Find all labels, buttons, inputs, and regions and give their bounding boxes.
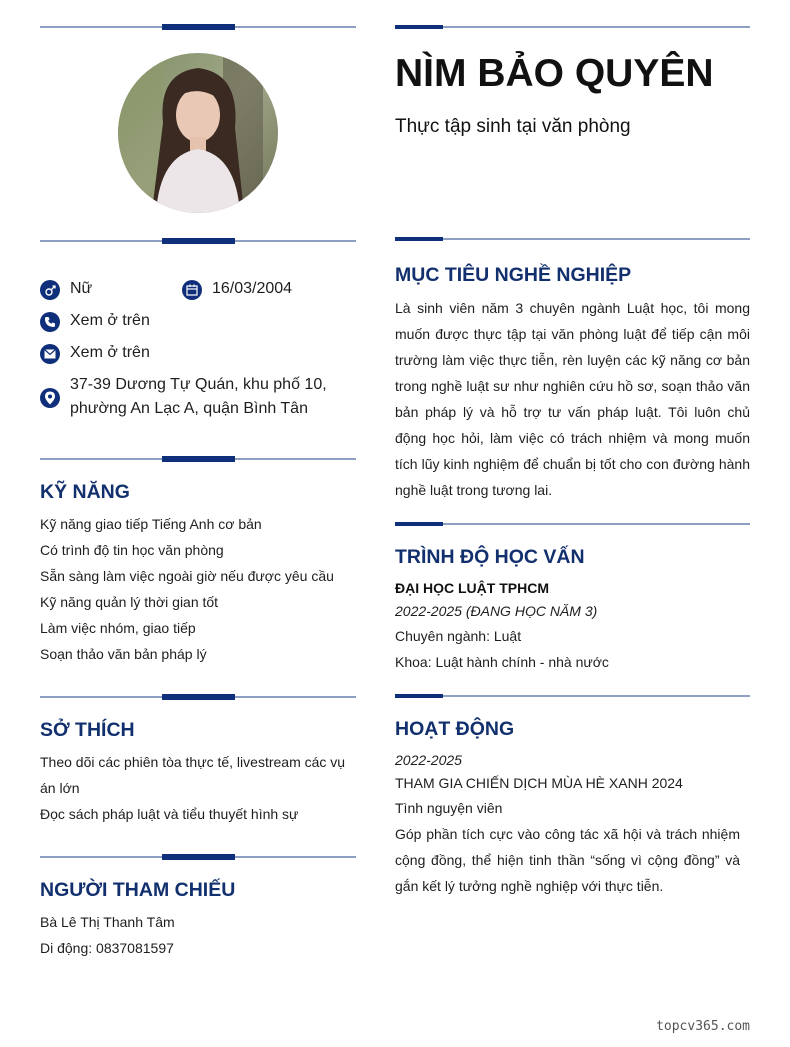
email-icon xyxy=(40,344,60,364)
email-text: Xem ở trên xyxy=(70,344,150,361)
phone-text: Xem ở trên xyxy=(70,312,150,329)
skill-item: Có trình độ tin học văn phòng xyxy=(40,542,224,558)
dob-text: 16/03/2004 xyxy=(212,280,293,297)
education-school: ĐẠI HỌC LUẬT TPHCM xyxy=(395,580,549,596)
activity-period: 2022-2025 xyxy=(395,752,462,768)
left-divider-hobbies xyxy=(40,696,356,699)
hobby-item-2: Đọc sách pháp luật và tiểu thuyết hình sự xyxy=(40,806,299,822)
phone-icon xyxy=(40,312,60,332)
profile-photo xyxy=(118,53,278,213)
objective-text: Là sinh viên năm 3 chuyên ngành Luật học, tôi mong muốn được thực tập tại văn phòng luật để tiếp cận môi trường làm việc thực tiễn, rèn luyện các kỹ năng cơ bản trong nghề luật sư như nghiên cứu hồ sơ, soạn thảo văn bản pháp lý và hỗ trợ tư vấn pháp luật. Tôi luôn chủ động học hỏi, làm việc có trách nhiệm và mong muốn tích lũy kinh nghiệm để chuẩn bị tốt cho con đường hành nghề luật trong tương lai. xyxy=(395,300,750,498)
right-divider-activities xyxy=(395,695,750,698)
left-top-divider xyxy=(40,26,356,29)
right-divider-education xyxy=(395,523,750,526)
reference-name: Bà Lê Thị Thanh Tâm xyxy=(40,914,175,930)
skills-title: KỸ NĂNG xyxy=(40,481,130,503)
right-top-divider xyxy=(395,26,750,29)
location-icon xyxy=(40,388,60,408)
gender-text: Nữ xyxy=(70,280,93,297)
skill-item: Soạn thảo văn bản pháp lý xyxy=(40,646,207,662)
skill-item: Làm việc nhóm, giao tiếp xyxy=(40,620,196,636)
education-period: 2022-2025 (ĐANG HỌC NĂM 3) xyxy=(395,603,598,619)
hobby-item-1-line-2: án lớn xyxy=(40,780,80,796)
activity-role: Tình nguyện viên xyxy=(395,800,503,816)
left-divider-reference xyxy=(40,856,356,859)
left-divider-skills xyxy=(40,458,356,461)
skill-item: Kỹ năng quản lý thời gian tốt xyxy=(40,594,219,610)
activity-name: THAM GIA CHIẾN DỊCH MÙA HÈ XANH 2024 xyxy=(395,775,683,791)
candidate-name: NÌM BẢO QUYÊN xyxy=(395,52,714,95)
activity-description: Góp phần tích cực vào công tác xã hội và trách nhiệm cộng đồng, thể hiện tinh thần “sống vì cộng đồng” và gắn kết lý tưởng nghề nghiệp với thực tiễn. xyxy=(395,826,740,894)
skill-item: Sẵn sàng làm việc ngoài giờ nếu được yêu cầu xyxy=(40,568,334,584)
reference-title: NGƯỜI THAM CHIẾU xyxy=(40,879,236,901)
right-divider-objective xyxy=(395,238,750,241)
skill-item: Kỹ năng giao tiếp Tiếng Anh cơ bản xyxy=(40,516,262,532)
address-line-2: phường An Lạc A, quận Bình Tân xyxy=(70,400,308,417)
education-major: Chuyên ngành: Luật xyxy=(395,628,522,644)
hobbies-title: SỞ THÍCH xyxy=(40,719,135,741)
left-divider-contact xyxy=(40,240,356,243)
activities-title: HOẠT ĐỘNG xyxy=(395,718,515,740)
gender-icon xyxy=(40,280,60,300)
education-faculty: Khoa: Luật hành chính - nhà nước xyxy=(395,654,609,670)
education-title: TRÌNH ĐỘ HỌC VẤN xyxy=(395,546,585,568)
watermark: topcv365.com xyxy=(656,1019,750,1034)
hobby-item-1-line-1: Theo dõi các phiên tòa thực tế, livestream các vụ xyxy=(40,754,346,770)
reference-phone: Di động: 0837081597 xyxy=(40,940,174,956)
job-title: Thực tập sinh tại văn phòng xyxy=(395,116,631,137)
calendar-icon xyxy=(182,280,202,300)
objective-title: MỤC TIÊU NGHỀ NGHIỆP xyxy=(395,264,632,286)
address-line-1: 37-39 Dương Tự Quán, khu phố 10, xyxy=(70,376,327,393)
